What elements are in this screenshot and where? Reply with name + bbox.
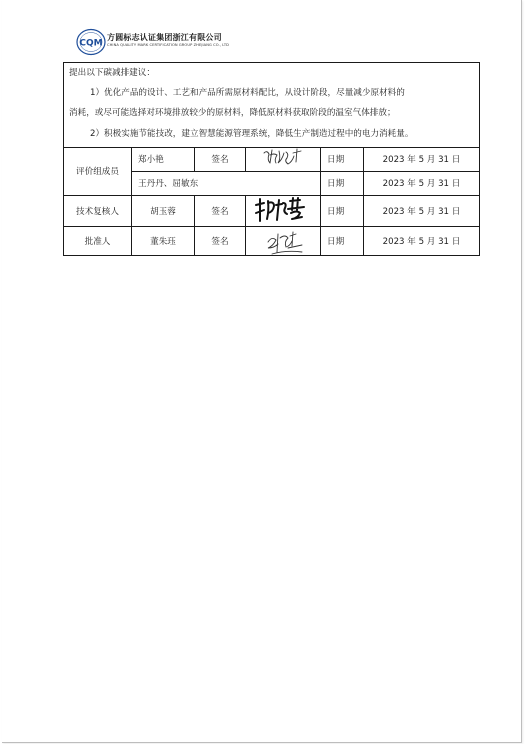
signature-image [246, 226, 321, 256]
sign-label-cell: 签名 [194, 195, 245, 226]
signature-cell [245, 195, 320, 226]
role-cell: 评价组成员 [64, 147, 131, 196]
company-name-en: CHINA QUALITY MARK CERTIFICATION GROUP ZHEJIANG CO., LTD [107, 43, 229, 47]
document-page [2, 0, 522, 743]
suggestions-block [64, 63, 479, 148]
signature-cell [245, 226, 320, 256]
date-cell: 2023 年 5 月 31 日 [363, 195, 479, 226]
signature-cell [245, 147, 320, 171]
company-logo [76, 28, 106, 56]
company-name-cn: 方圆标志认证集团浙江有限公司 [107, 33, 222, 42]
role-cell: 批准人 [84, 237, 111, 247]
suggestions-intro: 提出以下碳减排建议： [69, 68, 155, 78]
logo-text: CQM [79, 38, 103, 49]
date-cell: 2023 年 5 月 31 日 [363, 171, 479, 195]
sign-label-cell: 签名 [194, 147, 245, 171]
suggestion-1-line-2: 消耗，或尽可能选择对环境排放较少的原材料，降低原材料获取阶段的温室气体排放； [69, 108, 396, 118]
date-label-cell: 日期 [320, 226, 363, 256]
sign-label-cell: 签名 [194, 226, 245, 256]
evaluation-table [63, 62, 480, 256]
name-cell: 董朱珏 [131, 226, 194, 256]
table-row [64, 195, 479, 227]
name-cell: 胡玉蓉 [131, 195, 194, 226]
signature-image [246, 195, 321, 226]
date-label-cell: 日期 [320, 147, 363, 171]
suggestion-1-line-1: 1）优化产品的设计、工艺和产品所需原材料配比，从设计阶段，尽量减少原材料的 [90, 88, 405, 98]
table-row [131, 171, 479, 196]
table-row [131, 147, 479, 172]
signature-image [246, 145, 321, 169]
name-cell: 郑小艳 [131, 147, 194, 171]
date-cell: 2023 年 5 月 31 日 [363, 147, 479, 171]
suggestion-2-line-1: 2）积极实施节能技改，建立智慧能源管理系统，降低生产制造过程中的电力消耗量。 [90, 129, 414, 139]
members-cell: 王丹丹、屈敏东 [131, 171, 320, 195]
role-cell: 技术复核人 [76, 206, 119, 217]
letterhead [76, 28, 276, 56]
table-row [64, 226, 479, 256]
date-label-cell: 日期 [320, 195, 363, 226]
date-cell: 2023 年 5 月 31 日 [363, 226, 479, 256]
date-label-cell: 日期 [320, 171, 363, 195]
